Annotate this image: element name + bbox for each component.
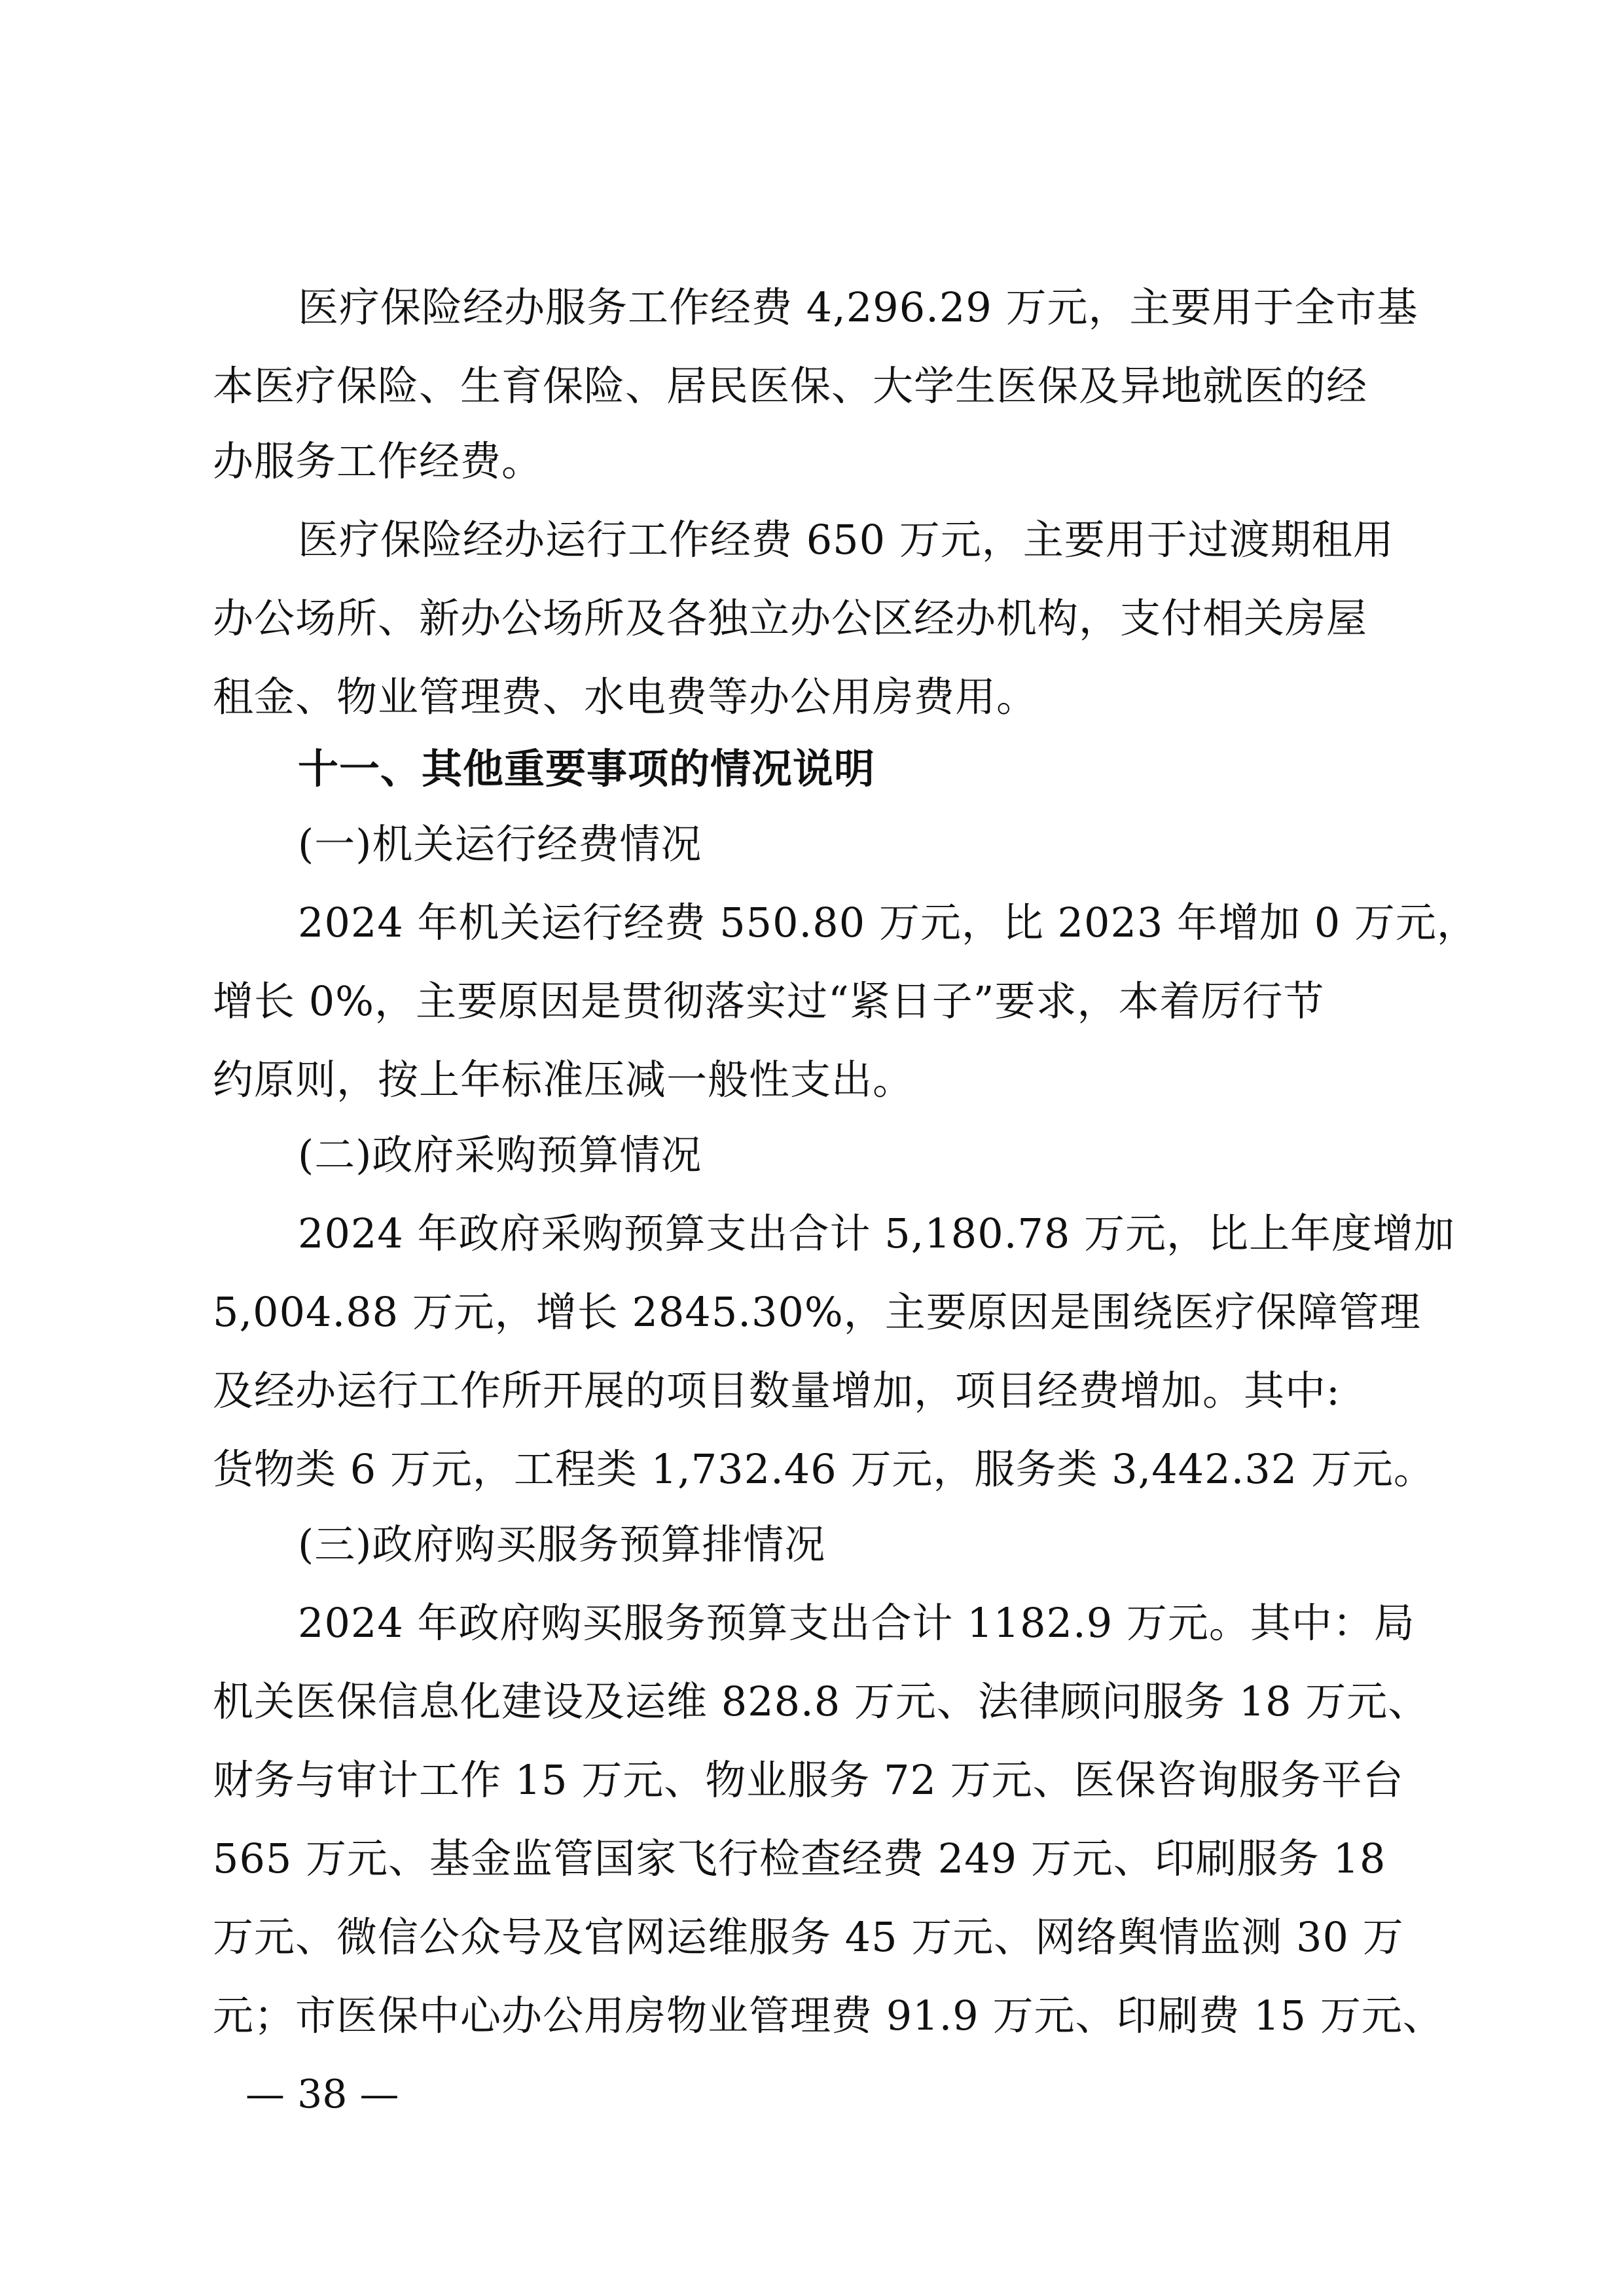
paragraph-agency-operating-funds-line-2: 增长 0%，主要原因是贯彻落实过“紧日子”要求，本着厉行节 bbox=[213, 977, 1325, 1025]
paragraph-operation-funding-line-3: 租金、物业管理费、水电费等办公用房费用。 bbox=[213, 673, 1038, 721]
paragraph-service-funding-line-3: 办服务工作经费。 bbox=[213, 437, 543, 485]
subheading-agency-operating-funds: (一)机关运行经费情况 bbox=[298, 820, 702, 868]
paragraph-government-procurement-line-2: 5,004.88 万元，增长 2845.30%，主要原因是围绕医疗保障管理 bbox=[213, 1288, 1421, 1336]
paragraph-agency-operating-funds-line-3: 约原则，按上年标准压减一般性支出。 bbox=[213, 1056, 914, 1103]
subheading-purchased-services: (三)政府购买服务预算排情况 bbox=[298, 1520, 826, 1568]
page-number: — 38 — bbox=[245, 2072, 399, 2117]
paragraph-purchased-services-line-5: 万元、微信公众号及官网运维服务 45 万元、网络舆情监测 30 万 bbox=[213, 1913, 1404, 1961]
paragraph-purchased-services-line-1: 2024 年政府购买服务预算支出合计 1182.9 万元。其中：局 bbox=[298, 1599, 1415, 1647]
paragraph-agency-operating-funds-line-1: 2024 年机关运行经费 550.80 万元，比 2023 年增加 0 万元， bbox=[298, 899, 1478, 946]
paragraph-operation-funding-line-2: 办公场所、新办公场所及各独立办公区经办机构，支付相关房屋 bbox=[213, 594, 1368, 642]
paragraph-purchased-services-line-4: 565 万元、基金监管国家飞行检查经费 249 万元、印刷服务 18 bbox=[213, 1835, 1386, 1882]
paragraph-service-funding-line-1: 医疗保险经办服务工作经费 4,296.29 万元，主要用于全市基 bbox=[298, 283, 1418, 331]
paragraph-operation-funding-line-1: 医疗保险经办运行工作经费 650 万元，主要用于过渡期租用 bbox=[298, 516, 1394, 564]
paragraph-purchased-services-line-6: 元；市医保中心办公用房物业管理费 91.9 万元、印刷费 15 万元、 bbox=[213, 1992, 1444, 2039]
subheading-government-procurement: (二)政府采购预算情况 bbox=[298, 1131, 702, 1179]
section-heading-other-matters: 十一、其他重要事项的情况说明 bbox=[298, 745, 876, 793]
paragraph-government-procurement-line-3: 及经办运行工作所开展的项目数量增加，项目经费增加。其中: bbox=[213, 1367, 1341, 1414]
paragraph-purchased-services-line-2: 机关医保信息化建设及运维 828.8 万元、法律顾问服务 18 万元、 bbox=[213, 1677, 1430, 1725]
paragraph-service-funding-line-2: 本医疗保险、生育保险、居民医保、大学生医保及异地就医的经 bbox=[213, 362, 1368, 410]
paragraph-purchased-services-line-3: 财务与审计工作 15 万元、物业服务 72 万元、医保咨询服务平台 bbox=[213, 1756, 1404, 1804]
paragraph-government-procurement-line-4: 货物类 6 万元，工程类 1,732.46 万元，服务类 3,442.32 万元。 bbox=[213, 1445, 1435, 1493]
paragraph-government-procurement-line-1: 2024 年政府采购预算支出合计 5,180.78 万元，比上年度增加 bbox=[298, 1210, 1456, 1257]
